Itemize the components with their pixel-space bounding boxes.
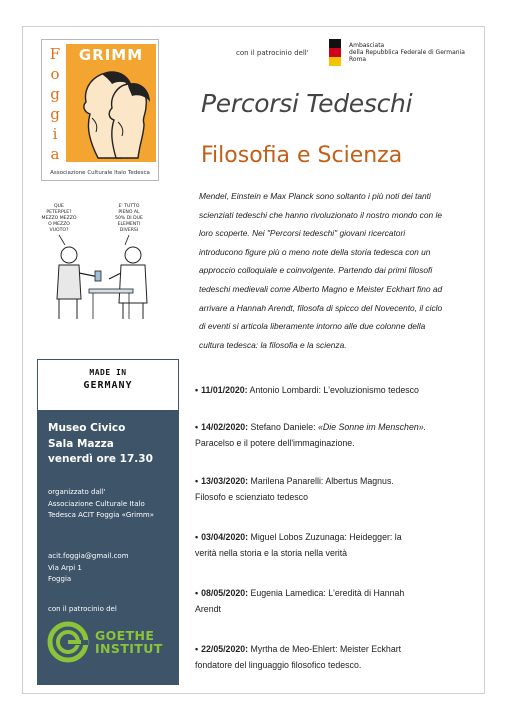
- institut-word: INSTITUT: [95, 641, 163, 656]
- page-subtitle: Filosofia e Scienza: [201, 143, 403, 168]
- logo-letter: g: [50, 105, 60, 123]
- event-topic: Albertus Magnus.: [323, 476, 394, 486]
- event-topic: Heidegger: la: [346, 532, 402, 542]
- event-topic: L'eredità di Hannah: [325, 588, 405, 598]
- event-topic-line2: fondatore del linguaggio filosofico tedesco.: [195, 660, 362, 670]
- bubble-right-line: PIENO AL: [118, 210, 140, 215]
- bullet-icon: •: [195, 422, 199, 432]
- intro-line: Mendel, Einstein e Max Planck sono soltanto i più noti dei tanti: [199, 191, 431, 201]
- bullet-icon: •: [195, 644, 199, 654]
- page-title: Percorsi Tedeschi: [201, 89, 413, 118]
- logo-vertical-text: [48, 44, 62, 164]
- german-flag-emblem-icon: [329, 39, 341, 67]
- event-speaker: Antonio Lombardi:: [247, 385, 321, 395]
- event-item: [195, 641, 485, 673]
- goethe-word: GOETHE: [95, 628, 155, 643]
- organizer-line: Tedesca ACIT Foggia «Grimm»: [48, 511, 155, 519]
- embassy-line: Ambasciata: [349, 42, 385, 49]
- intro-line: cultura tedesca: la filosofia e la scienza.: [199, 339, 347, 350]
- intro-paragraph: [199, 187, 479, 354]
- patronage-label: con il patrocinio dell': [236, 49, 309, 57]
- event-topic: «Die Sonne im Menschen».: [315, 422, 427, 432]
- intro-line: introducono figure più o meno note della storia tedesca con un: [199, 246, 431, 257]
- event-topic: L'evoluzionismo tedesco: [320, 385, 419, 395]
- contact-info: [48, 551, 129, 586]
- embassy-line: Roma: [349, 56, 367, 63]
- event-date: 11/01/2020:: [201, 385, 248, 395]
- event-speaker: Miguel Lobos Zuzunaga:: [248, 532, 347, 542]
- contact-city: Foggia: [48, 575, 72, 583]
- event-speaker: Marilena Panarelli:: [248, 476, 324, 486]
- logo-letter: o: [50, 65, 60, 83]
- organizer-line: Associazione Culturale Italo: [48, 499, 145, 508]
- grimm-logo: [41, 39, 159, 181]
- event-item: [195, 585, 485, 617]
- bubble-left-line: MEZZO MEZZO: [41, 216, 77, 221]
- goethe-patronage-label: con il patrocinio del: [48, 605, 117, 613]
- venue-info: [48, 421, 153, 468]
- event-topic-line2: Filosofo e scienziato tedesco: [195, 492, 308, 502]
- intro-line: di eventi si articola liberamente intorno alle due colonne della: [199, 321, 426, 332]
- event-item: [195, 473, 485, 505]
- intro-line: arrivare a Hannah Arendt, filosofa di spicco del Novecento, il ciclo: [199, 302, 443, 313]
- bubble-right-line: 50% DI DUE: [115, 216, 143, 221]
- event-speaker: Stefano Daniele:: [248, 422, 316, 432]
- venue-line: venerdì ore 17.30: [48, 453, 153, 465]
- event-topic-line2: Arendt: [195, 604, 221, 614]
- event-date: 22/05/2020:: [201, 644, 249, 654]
- goethe-institut-wordmark: [95, 629, 163, 655]
- bubble-right-line: ELEMENTI: [117, 222, 141, 227]
- bubble-left-line: VUOTO?: [49, 228, 69, 233]
- flyer-page: [22, 26, 485, 694]
- logo-association-text: Associazione Culturale Italo Tedesca: [50, 170, 150, 176]
- logo-letter: g: [50, 85, 60, 103]
- germany-text: GERMANY: [83, 380, 133, 391]
- goethe-institut-logo-icon: [47, 621, 89, 663]
- bullet-icon: •: [195, 476, 199, 486]
- grimm-brothers-icon: [68, 62, 156, 160]
- bubble-right-line: DIVERSI: [119, 228, 139, 233]
- embassy-line: della Repubblica Federale di Germania: [349, 49, 465, 56]
- venue-line: Museo Civico: [48, 422, 126, 434]
- event-topic-line2: verità nella storia e la storia nella verità: [195, 548, 348, 558]
- intro-line: approccio colloquiale e coinvolgente. Partendo dai primi filosofi: [199, 265, 433, 276]
- cartoon-illustration-icon: [29, 199, 179, 324]
- bullet-icon: •: [195, 385, 199, 395]
- bubble-left-line: PETERPLE?: [46, 210, 72, 215]
- logo-grimm-text: GRIMM: [78, 46, 144, 64]
- event-topic-line2: Paracelso e il potere dell'immaginazione.: [195, 438, 355, 448]
- bullet-icon: •: [195, 532, 199, 542]
- event-date: 14/02/2020:: [201, 422, 249, 432]
- event-item: [195, 419, 485, 451]
- made-in-text: MADE IN: [89, 368, 127, 377]
- event-speaker: Eugenia Lamedica:: [248, 588, 326, 598]
- bubble-left-line: QUE: [54, 204, 64, 209]
- made-in-germany-badge: [37, 359, 179, 411]
- logo-letter: i: [52, 125, 58, 143]
- intro-line: loro scoperte. Nei "Percorsi tedeschi" giovani ricercatori: [199, 228, 406, 239]
- event-date: 03/04/2020:: [201, 532, 249, 542]
- bullet-icon: •: [195, 588, 199, 598]
- contact-address: Via Arpi 1: [48, 563, 82, 572]
- info-panel: [37, 359, 179, 685]
- intro-line: scienziati tedeschi che hanno rivoluzionato il nostro mondo con le: [199, 209, 443, 220]
- logo-letter: a: [50, 145, 60, 163]
- event-item: [195, 382, 485, 398]
- venue-line: Sala Mazza: [48, 437, 114, 450]
- event-speaker: Myrtha de Meo-Ehlert:: [248, 644, 338, 654]
- bubble-right-line: E' TUTTO: [118, 204, 140, 209]
- bubble-left-line: O MEZZO: [48, 222, 70, 227]
- organizer-line: organizzato dall': [48, 488, 106, 496]
- intro-line: tedeschi medievali come Alberto Magno e Meister Eckhart fino ad: [199, 283, 443, 294]
- event-topic: Meister Eckhart: [337, 644, 402, 654]
- event-item: [195, 529, 485, 561]
- event-date: 13/03/2020:: [201, 476, 249, 486]
- organizer-info: [48, 487, 154, 522]
- logo-letter: F: [49, 45, 61, 63]
- event-date: 08/05/2020:: [201, 588, 249, 598]
- embassy-name: [349, 42, 465, 63]
- contact-email[interactable]: acit.foggia@gmail.com: [48, 552, 129, 560]
